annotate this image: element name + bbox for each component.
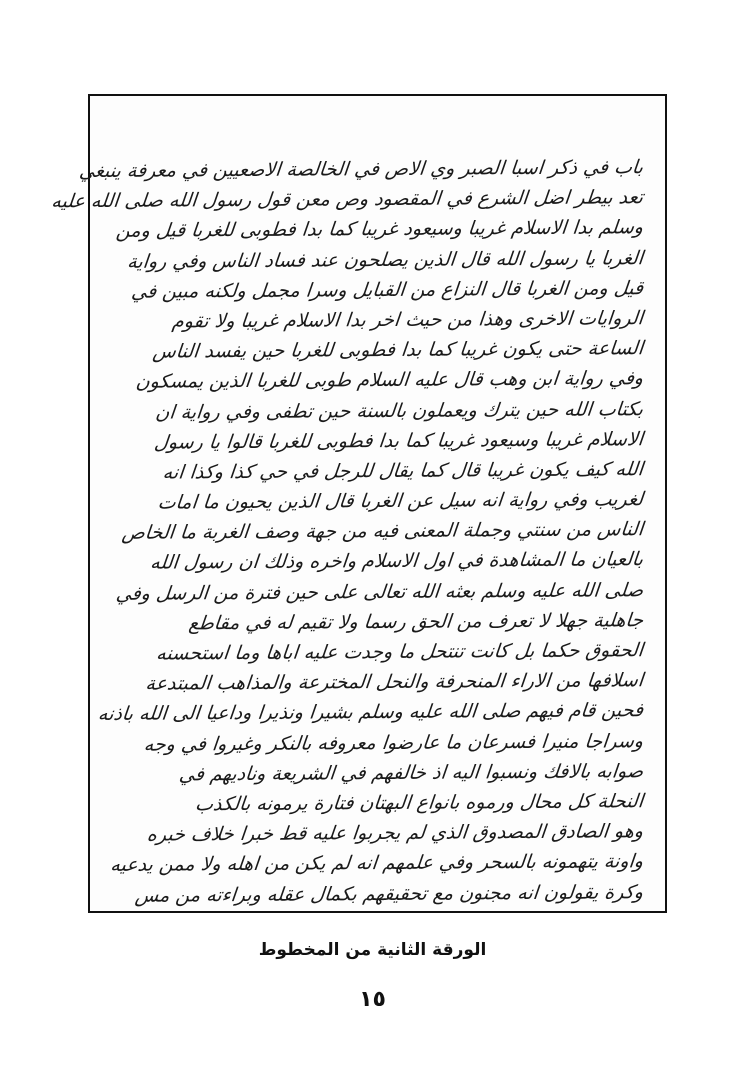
manuscript-line: بالعيان ما المشاهدة في اول الاسلام واخره وذلك ان رسول الله — [149, 548, 645, 575]
manuscript-line: وفي رواية ابن وهب قال عليه السلام طوبى للغربا الذين يمسكون — [134, 367, 645, 394]
manuscript-line: الله كيف يكون غريبا قال كما يقال للرجل في حي كذا وكذا انه — [161, 458, 645, 484]
manuscript-line: الاسلام غريبا وسيعود غريبا كما بدا فطوبى للغربا قالوا يا رسول — [153, 427, 645, 454]
manuscript-line: وسراجا منيرا فسرعان ما عارضوا معروفه بالنكر وغيروا في وجه — [142, 729, 645, 756]
manuscript-line: وهو الصادق المصدوق الذي لم يجربوا عليه قط خبرا خلاف خبره — [146, 820, 645, 846]
manuscript-text-block — [50, 154, 645, 909]
manuscript-line: واونة يتهمونه بالسحر وفي علمهم انه لم يكن من اهله ولا ممن يدعيه — [109, 850, 645, 877]
page-caption: الورقة الثانية من المخطوط — [258, 940, 487, 960]
manuscript-line: لغريب وفي رواية انه سيل عن الغربا قال الذين يحيون ما امات — [156, 488, 645, 514]
manuscript-line: اسلافها من الاراء المنحرفة والنحل المخترعة والمذاهب المبتدعة — [144, 669, 645, 695]
manuscript-line: قيل ومن الغربا قال النزاع من القبايل وسرا مجمل ولكنه مبين في — [130, 276, 645, 303]
manuscript-line: الساعة حتى يكون غريبا كما بدا فطوبى للغربا حين يفسد الناس — [151, 337, 645, 363]
manuscript-line: فحين قام فيهم صلى الله عليه وسلم بشيرا ونذيرا وداعيا الى الله باذنه — [97, 699, 645, 726]
manuscript-frame — [50, 94, 667, 913]
manuscript-line: باب في ذكر اسبا الصبر وي الاص في الخالصة الاصعيين في معرفة ينبغي — [78, 156, 645, 183]
manuscript-line: النحلة كل محال ورموه بانواع البهتان فتارة يرمونه بالكذب — [194, 790, 645, 816]
manuscript-line: الروايات الاخرى وهذا من حيث اخر بدا الاسلام غريبا ولا تقوم — [171, 307, 645, 333]
page-number: ١٥ — [359, 987, 386, 1012]
manuscript-line: جاهلية جهلا لا تعرف من الحق رسما ولا تقيم له في مقاطع — [187, 609, 645, 635]
manuscript-line: بكتاب الله حين يترك ويعملون بالسنة حين تطفى وفي رواية ان — [154, 397, 645, 424]
manuscript-line: تعد بيطر اضل الشرع في المقصود وص معن قول رسول الله صلى الله عليه — [50, 186, 645, 213]
manuscript-line: وكرة يقولون انه مجنون مع تحقيقهم بكمال عقله وبراءته من مس — [134, 880, 645, 907]
manuscript-line: صوابه بالافك ونسبوا اليه اذ خالفهم في الشريعة وناديهم في — [178, 759, 645, 786]
manuscript-line: صلى الله عليه وسلم بعثه الله تعالى على حين فترة من الرسل وفي — [114, 578, 645, 605]
manuscript-line: الغربا يا رسول الله قال الذين يصلحون عند فساد الناس وفي رواية — [126, 246, 645, 273]
manuscript-line: وسلم بدا الاسلام غريبا وسيعود غريبا كما بدا فطوبى للغربا قيل ومن — [115, 216, 645, 243]
manuscript-line: الناس من سنتي وجملة المعنى فيه من جهة وصف الغربة ما الخاص — [120, 518, 645, 545]
manuscript-line: الحقوق حكما بل كانت تنتحل ما وجدت عليه اباها وما استحسنه — [155, 639, 645, 665]
